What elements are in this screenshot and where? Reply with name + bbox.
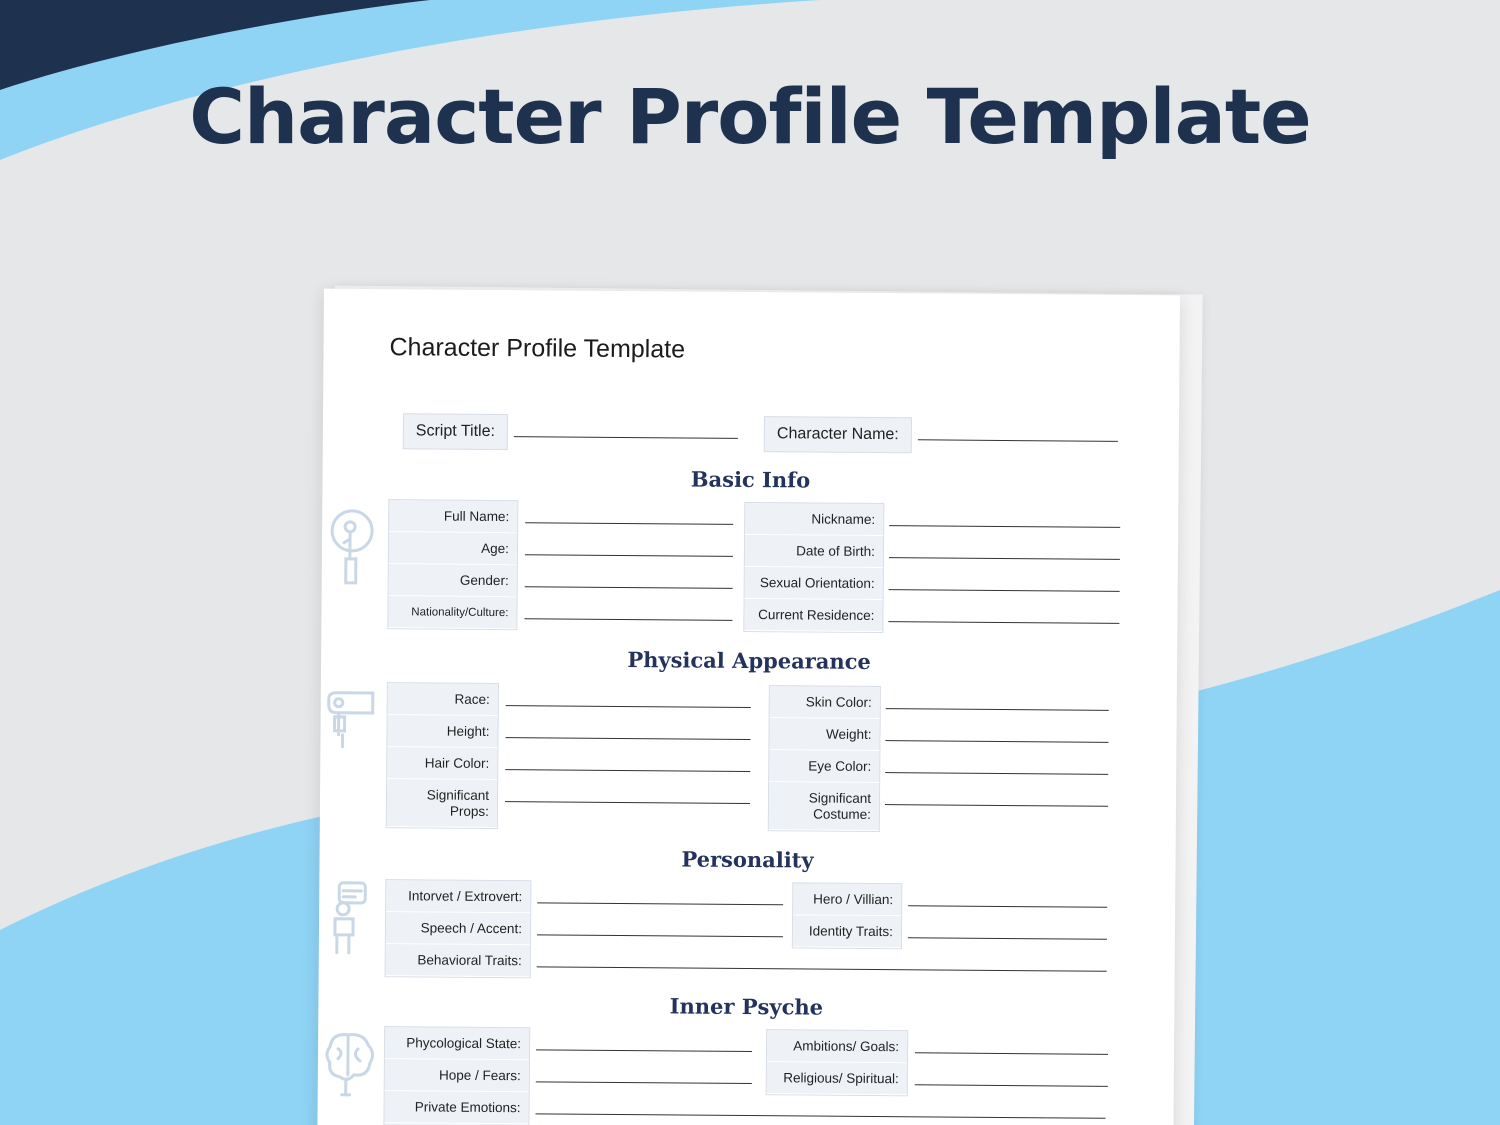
field-label: Religious/ Spiritual: [767, 1062, 907, 1095]
script-title-line[interactable] [514, 436, 738, 439]
significant-costume-line[interactable] [885, 804, 1108, 807]
character-name-label: Character Name: [764, 416, 912, 453]
age-line[interactable] [525, 554, 733, 557]
speech-accent-line[interactable] [537, 934, 783, 937]
lightbulb-head-icon [328, 507, 381, 587]
field-label: Race: [388, 683, 498, 716]
script-title-label: Script Title: [403, 413, 508, 450]
sexual-orientation-line[interactable] [889, 589, 1120, 592]
field-label: Skin Color: [770, 686, 880, 719]
personality-right-labels [792, 882, 903, 949]
race-line[interactable] [506, 705, 751, 708]
identity-traits-line[interactable] [908, 937, 1107, 940]
person-speech-icon [325, 879, 378, 959]
section-title-physical-appearance: Physical Appearance [627, 647, 871, 674]
field-label: Age: [389, 532, 517, 565]
field-label: Date of Birth: [745, 535, 883, 568]
field-label: Intorvet / Extrovert: [386, 880, 530, 913]
hero-villain-line[interactable] [908, 905, 1107, 908]
height-line[interactable] [505, 737, 750, 740]
field-label: Height: [387, 715, 497, 748]
field-label: Hair Color: [387, 747, 497, 780]
introvert-extrovert-line[interactable] [537, 902, 783, 905]
personality-left-labels [385, 879, 532, 978]
field-label: Nationality/Culture: [388, 596, 516, 629]
section-title-basic-info: Basic Info [690, 466, 811, 493]
psyche-left-labels [383, 1026, 530, 1125]
document-page [317, 289, 1180, 1125]
field-label: Phycological State: [385, 1027, 529, 1060]
full-name-line[interactable] [525, 522, 733, 525]
hair-dryer-icon [324, 687, 377, 767]
section-title-inner-psyche: Inner Psyche [669, 993, 824, 1020]
basic-info-right-labels [743, 502, 884, 633]
field-label: Behavioral Traits: [386, 944, 530, 977]
brain-icon [324, 1029, 377, 1109]
physical-left-labels [386, 682, 499, 829]
current-residence-line[interactable] [888, 621, 1119, 624]
hope-fears-line[interactable] [536, 1081, 752, 1084]
field-label: Private Emotions: [384, 1091, 528, 1124]
psyche-right-labels [766, 1029, 909, 1096]
hair-color-line[interactable] [505, 769, 750, 772]
skin-color-line[interactable] [886, 708, 1109, 711]
nickname-line[interactable] [889, 525, 1120, 528]
religious-spiritual-line[interactable] [915, 1084, 1108, 1087]
document-title: Character Profile Template [389, 333, 686, 364]
field-label: Significant Props: [387, 779, 497, 828]
private-emotions-line[interactable] [536, 1113, 1106, 1118]
field-label: Nickname: [745, 503, 883, 536]
field-label: Full Name: [389, 500, 517, 533]
behavioral-traits-line[interactable] [537, 966, 1107, 971]
physical-right-labels [768, 685, 881, 832]
gender-line[interactable] [525, 586, 733, 589]
field-label: Hero / Villian: [793, 883, 901, 916]
nationality-line[interactable] [524, 618, 732, 621]
field-label: Gender: [389, 564, 517, 597]
field-label: Identity Traits: [793, 915, 901, 948]
basic-info-left-labels [387, 499, 518, 630]
field-label: Sexual Orientation: [745, 567, 883, 600]
psychological-state-line[interactable] [536, 1049, 752, 1052]
field-label: Weight: [769, 718, 879, 751]
weight-line[interactable] [885, 740, 1108, 743]
significant-props-line[interactable] [505, 801, 750, 804]
field-label: Significant Costume: [769, 782, 879, 831]
field-label: Ambitions/ Goals: [767, 1030, 907, 1063]
field-label: Eye Color: [769, 750, 879, 783]
eye-color-line[interactable] [885, 772, 1108, 775]
section-title-personality: Personality [681, 846, 814, 873]
field-label: Speech / Accent: [386, 912, 530, 945]
field-label: Hope / Fears: [385, 1059, 529, 1092]
date-of-birth-line[interactable] [889, 557, 1120, 560]
hero-title: Character Profile Template [189, 72, 1311, 161]
field-label: Current Residence: [744, 599, 882, 632]
character-name-line[interactable] [918, 439, 1118, 442]
ambitions-goals-line[interactable] [915, 1052, 1108, 1055]
